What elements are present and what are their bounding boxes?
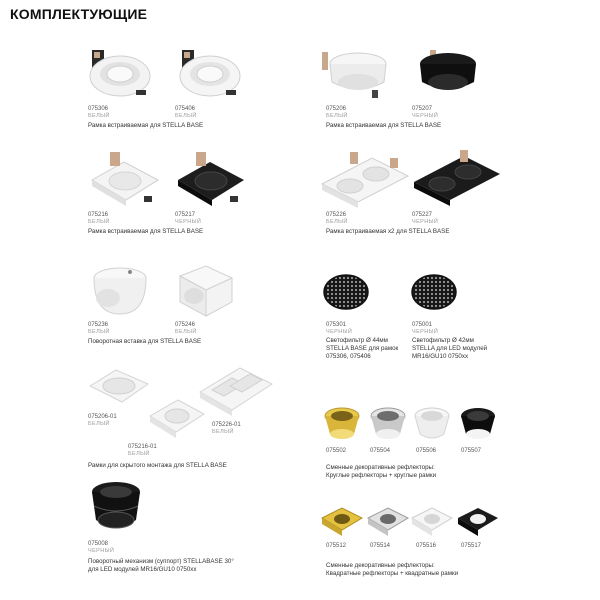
product-description: STELLA для LED модулей [412,345,488,352]
product-code: 075206 [326,106,347,112]
product-image-075502 [322,404,362,444]
product-code: 075306 [88,106,109,112]
product-image-075504 [368,404,408,444]
product-image-075216-01 [146,392,208,440]
product-image-075216 [84,150,164,210]
product-image-075206 [318,46,394,104]
product-color: ЧЕРНЫЙ [412,113,439,119]
product-code: 075217 [175,212,196,218]
product-code: 075504 [370,448,391,454]
product-code: 075506 [416,448,437,454]
product-color: ЧЕРНЫЙ [412,329,439,335]
product-color: БЕЛЫЙ [175,113,197,119]
product-code: 075406 [175,106,196,112]
product-image-075001 [410,272,458,312]
product-code: 075236 [88,322,109,328]
product-code: 075226-01 [212,422,241,428]
product-code: 075502 [326,448,347,454]
product-color: БЕЛЫЙ [88,329,110,335]
product-color: БЕЛЫЙ [326,113,348,119]
product-description: Рамка встраиваемая для STELLA BASE [88,228,204,235]
product-image-075406 [170,46,245,104]
product-image-075008 [82,476,148,538]
product-color: БЕЛЫЙ [88,219,110,225]
product-color: БЕЛЫЙ [128,451,150,457]
product-code: 075301 [326,322,347,328]
product-color: ЧЕРНЫЙ [175,219,202,225]
product-description: Светофильтр Ø 42мм [412,337,474,344]
product-description: Светофильтр Ø 44мм [326,337,388,344]
product-color: БЕЛЫЙ [175,329,197,335]
product-description: Сменные декоративные рефлекторы: [326,464,435,471]
product-code: 075001 [412,322,433,328]
product-image-075227 [410,146,504,210]
product-color: БЕЛЫЙ [88,113,110,119]
product-code: 075507 [461,448,482,454]
product-color: БЕЛЫЙ [88,421,110,427]
product-code: 075206-01 [88,414,117,420]
product-image-075517 [456,502,500,540]
product-image-075246 [170,262,236,320]
product-description: Сменные декоративные рефлекторы: [326,562,435,569]
product-color: ЧЕРНЫЙ [412,219,439,225]
product-color: ЧЕРНЫЙ [88,548,115,554]
product-description: Поворотный механизм (суппорт) STELLABASE 30° [88,558,234,565]
product-code: 075514 [370,543,391,549]
product-description: Рамка встраиваемая х2 для STELLA BASE [326,228,450,235]
product-image-075301 [322,272,370,312]
product-image-075206-01 [86,362,152,410]
product-code: 075517 [461,543,482,549]
product-image-075516 [410,502,454,540]
product-description: STELLA BASE для рамок [326,345,399,352]
product-image-075506 [412,404,452,444]
product-description: Рамка встраиваемая для STELLA BASE [326,122,442,129]
product-color: БЕЛЫЙ [326,219,348,225]
product-image-075514 [366,502,410,540]
product-image-075306 [80,46,155,104]
product-code: 075216 [88,212,109,218]
product-code: 075512 [326,543,347,549]
product-description: для LED модулей MR16/GU10 0750хх [88,566,197,573]
product-code: 075227 [412,212,433,218]
product-image-075217 [170,150,250,210]
product-description: Рамка встраиваемая для STELLA BASE [88,122,204,129]
product-code: 075516 [416,543,437,549]
product-image-075512 [320,502,364,540]
product-code: 075226 [326,212,347,218]
product-description: Круглые рефлекторы + круглые рамки [326,472,437,479]
product-code: 075008 [88,541,109,547]
product-description: Квадратные рефлекторы + квадратные рамки [326,570,459,577]
product-code: 075246 [175,322,196,328]
product-image-075236 [86,262,150,320]
product-image-075207 [408,46,484,104]
page-title: КОМПЛЕКТУЮЩИЕ [10,6,148,22]
product-description: MR16/GU10 0750хх [412,353,469,360]
product-code: 075216-01 [128,444,157,450]
product-color: ЧЕРНЫЙ [326,329,353,335]
product-description: Поворотная вставка для STELLA BASE [88,338,202,345]
product-description: Рамки для скрытого монтажа для STELLA BASE [88,462,227,469]
product-image-075507 [458,404,498,444]
product-code: 075207 [412,106,433,112]
product-description: 075306, 075406 [326,353,371,360]
product-image-075226 [318,148,412,212]
product-color: БЕЛЫЙ [212,429,234,435]
